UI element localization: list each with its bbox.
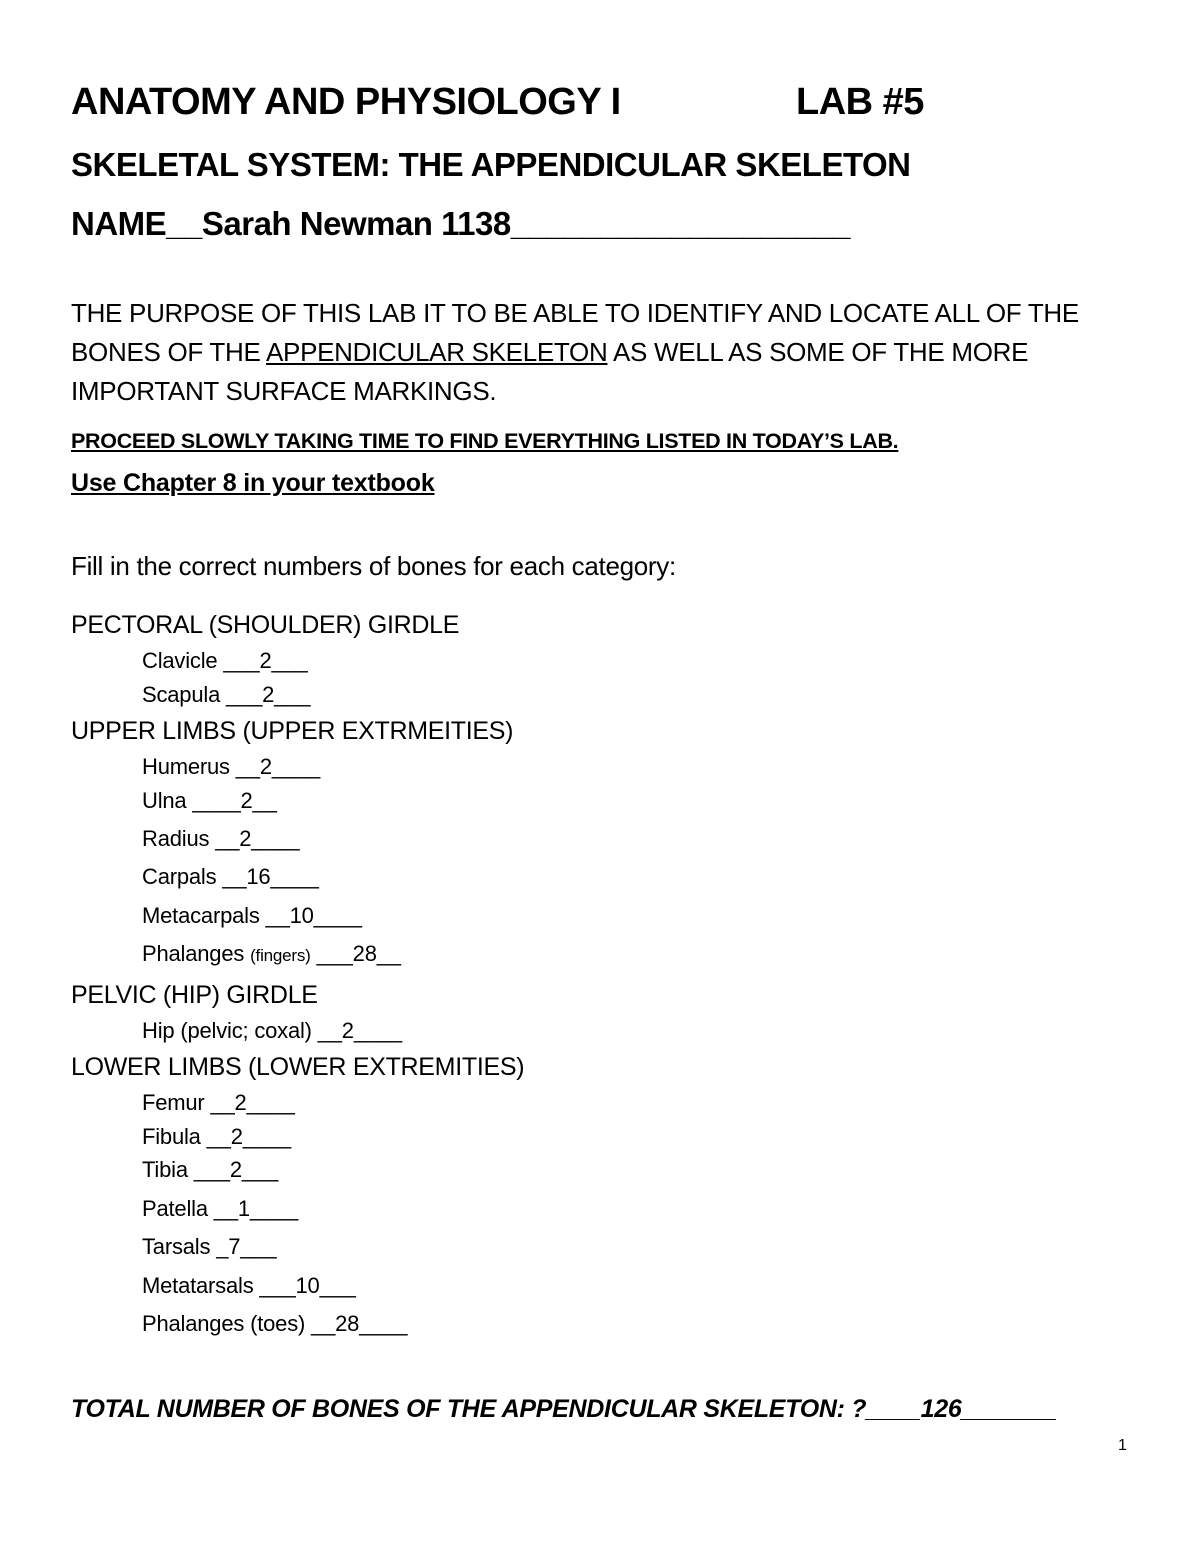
tarsals-item: Tarsals _7___	[142, 1234, 277, 1259]
fibula-item: Fibula __2____	[142, 1124, 291, 1149]
carpals-item: Carpals __16____	[142, 864, 319, 889]
proceed-instruction: PROCEED SLOWLY TAKING TIME TO FIND EVERYTHING LISTED IN TODAY’S LAB.	[71, 429, 899, 453]
metacarpals-item: Metacarpals __10____	[142, 903, 362, 928]
finger-phalanges-note: (fingers)	[250, 946, 311, 965]
purpose-line-3: IMPORTANT SURFACE MARKINGS.	[71, 376, 497, 406]
lab-subtitle: SKELETAL SYSTEM: THE APPENDICULAR SKELETON	[71, 146, 911, 183]
purpose-line-2	[71, 339, 1028, 365]
finger-phalanges-label: Phalanges	[142, 941, 251, 966]
radius-item: Radius __2____	[142, 826, 300, 851]
finger-phalanges-item	[142, 943, 401, 965]
total-bones-answer: TOTAL NUMBER OF BONES OF THE APPENDICULAR SKELETON: ?____126_______	[71, 1395, 1057, 1423]
patella-item: Patella __1____	[142, 1196, 299, 1221]
fill-in-instruction: Fill in the correct numbers of bones for each category:	[71, 551, 676, 581]
tibia-item: Tibia ___2___	[142, 1157, 279, 1182]
pelvic-girdle-heading: PELVIC (HIP) GIRDLE	[71, 981, 318, 1009]
chapter-instruction: Use Chapter 8 in your textbook	[71, 469, 435, 497]
lower-limbs-heading: LOWER LIMBS (LOWER EXTREMITIES)	[71, 1053, 525, 1081]
purpose-line-2-start: BONES OF THE	[71, 337, 266, 367]
course-title: ANATOMY AND PHYSIOLOGY I	[71, 81, 621, 123]
finger-phalanges-value: ___28__	[310, 941, 401, 966]
purpose-line-2-end: AS WELL AS SOME OF THE MORE	[607, 337, 1029, 367]
ulna-item: Ulna ____2__	[142, 788, 277, 813]
page-number: 1	[1118, 1437, 1127, 1454]
femur-item: Femur __2____	[142, 1090, 295, 1115]
humerus-item: Humerus __2____	[142, 754, 321, 779]
lab-number: LAB #5	[796, 81, 924, 123]
upper-limbs-heading: UPPER LIMBS (UPPER EXTRMEITIES)	[71, 717, 514, 745]
student-name-line: NAME__Sarah Newman 1138___________________	[71, 205, 850, 242]
appendicular-skeleton-emphasis: APPENDICULAR SKELETON	[266, 337, 608, 367]
metatarsals-item: Metatarsals ___10___	[142, 1273, 356, 1298]
pectoral-girdle-heading: PECTORAL (SHOULDER) GIRDLE	[71, 611, 460, 639]
purpose-line-1: THE PURPOSE OF THIS LAB IT TO BE ABLE TO IDENTIFY AND LOCATE ALL OF THE	[71, 298, 1079, 328]
clavicle-item: Clavicle ___2___	[142, 648, 308, 673]
scapula-item: Scapula ___2___	[142, 682, 311, 707]
hip-item: Hip (pelvic; coxal) __2____	[142, 1018, 402, 1043]
toe-phalanges-item: Phalanges (toes) __28____	[142, 1311, 408, 1336]
